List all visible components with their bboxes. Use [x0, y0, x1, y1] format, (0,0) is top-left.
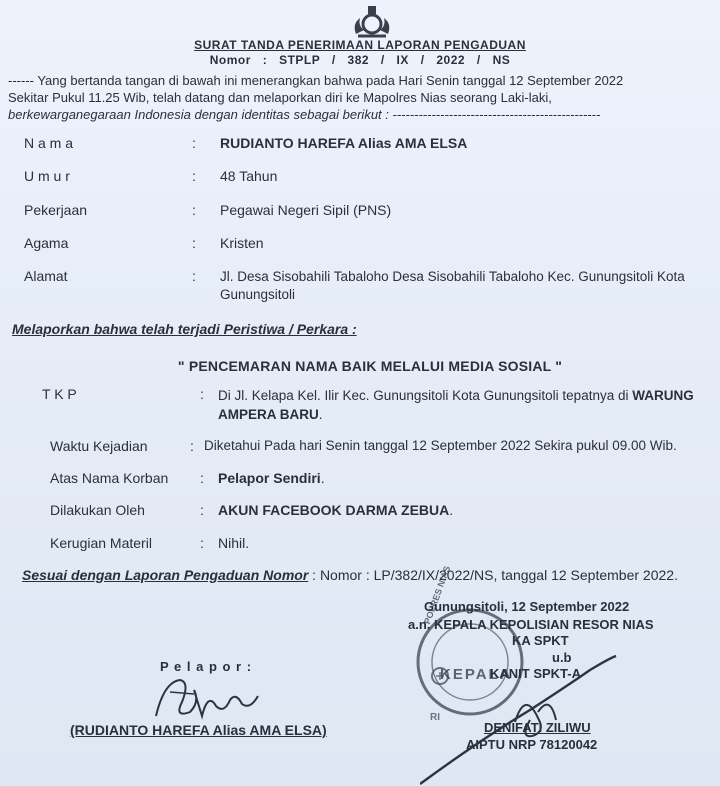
officer-rank: AIPTU NRP 78120042	[466, 737, 598, 752]
reference-label: Sesuai dengan Laporan Pengaduan Nomor	[22, 567, 309, 583]
reporter-label: P e l a p o r :	[160, 659, 253, 674]
incident-title: " PENCEMARAN NAMA BAIK MELALUI MEDIA SOSIAL "	[177, 358, 563, 374]
identity-label: Agama	[24, 235, 69, 251]
identity-colon: :	[192, 168, 196, 184]
identity-colon: :	[192, 135, 196, 151]
identity-colon: :	[192, 202, 196, 218]
detail-colon: :	[200, 386, 204, 402]
police-emblem-icon	[348, 4, 396, 40]
detail-label: Kerugian Materil	[50, 535, 152, 551]
tkp-value-2: AMPERA BARU	[218, 407, 319, 422]
document-header	[0, 38, 720, 68]
identity-colon: :	[192, 235, 196, 251]
identity-value: Kristen	[220, 235, 264, 251]
identity-value: Pegawai Negeri Sipil (PNS)	[220, 202, 392, 218]
detail-value: Nihil.	[218, 535, 250, 551]
identity-colon: :	[192, 268, 196, 284]
officer-name: DENIFATI ZILIWU	[484, 720, 591, 735]
tkp-value-a: Di Jl. Kelapa Kel. Ilir Kec. Gunungsitoli Kota Gunungsitoli tepatnya di	[218, 388, 633, 403]
identity-label: Pekerjaan	[24, 202, 88, 218]
an-line: a.n. KEPALA KEPOLISIAN RESOR NIAS	[408, 617, 654, 632]
intro-line-2: Sekitar Pukul 11.25 Wib, telah datang dan melaporkan diri ke Mapolres Nias seorang Laki-laki,	[8, 90, 552, 105]
ka-spkt: KA SPKT	[512, 633, 569, 648]
detail-colon: :	[190, 438, 194, 454]
pelaku-value: AKUN FACEBOOK DARMA ZEBUA	[218, 502, 450, 518]
detail-value	[218, 386, 713, 424]
identity-value	[220, 268, 710, 304]
detail-value: Diketahui Pada hari Senin tanggal 12 September 2022 Sekira pukul 09.00 Wib.	[204, 438, 677, 453]
document-number: Nomor : STPLP / 382 / IX / 2022 / NS	[209, 53, 511, 67]
document-title: SURAT TANDA PENERIMAAN LAPORAN PENGADUAN	[194, 38, 526, 52]
detail-label: T K P	[42, 386, 77, 402]
section-title: Melaporkan bahwa telah terjadi Peristiwa / Perkara :	[12, 321, 357, 337]
reference-line	[22, 567, 678, 583]
detail-label: Atas Nama Korban	[50, 470, 169, 486]
detail-colon: :	[200, 502, 204, 518]
tkp-value-b: WARUNG	[632, 388, 694, 403]
identity-value: RUDIANTO HAREFA Alias AMA ELSA	[220, 135, 468, 151]
stamp-text-mid: KEPALA	[440, 666, 513, 683]
korban-value: Pelapor Sendiri	[218, 470, 321, 486]
address-line-1: Jl. Desa Sisobahili Tabaloho Desa Sisobahili Tabaloho Kec. Gunungsitoli Kota	[220, 269, 685, 284]
reporter-name: (RUDIANTO HAREFA Alias AMA ELSA)	[70, 722, 327, 738]
detail-value	[218, 502, 453, 518]
detail-colon: :	[200, 535, 204, 551]
intro-paragraph	[8, 72, 708, 123]
place-date: Gunungsitoli, 12 September 2022	[424, 599, 630, 614]
tkp-value-2-end: .	[318, 407, 323, 422]
identity-value: 48 Tahun	[220, 168, 278, 184]
reference-value: : Nomor : LP/382/IX/2022/NS, tanggal 12 September 2022.	[308, 567, 678, 583]
kanit-line: KANIT SPKT-A	[490, 666, 581, 681]
stamp-text-bottom: RI	[430, 712, 440, 723]
detail-colon: :	[200, 470, 204, 486]
korban-end: .	[320, 470, 325, 486]
address-line-2: Gunungsitoli	[220, 287, 296, 302]
detail-value	[218, 470, 325, 486]
ub-line: u.b	[552, 650, 572, 665]
officer-signature-icon	[420, 650, 640, 786]
identity-label: N a m a	[24, 135, 74, 151]
detail-label: Dilakukan Oleh	[50, 502, 145, 518]
identity-label: U m u r	[24, 168, 70, 184]
pelaku-end: .	[449, 502, 454, 518]
intro-line-3: berkewarganegaraan Indonesia dengan identitas sebagai berikut : ------------------------------------------------	[8, 107, 601, 122]
intro-line-1: ------ Yang bertanda tangan di bawah ini menerangkan bahwa pada Hari Senin tanggal 12 September 2022	[8, 73, 624, 88]
detail-label: Waktu Kejadian	[50, 438, 148, 454]
stamp-text-top: POLRES NIAS	[422, 564, 453, 626]
reporter-signature-icon	[150, 672, 270, 722]
identity-label: Alamat	[24, 268, 68, 284]
